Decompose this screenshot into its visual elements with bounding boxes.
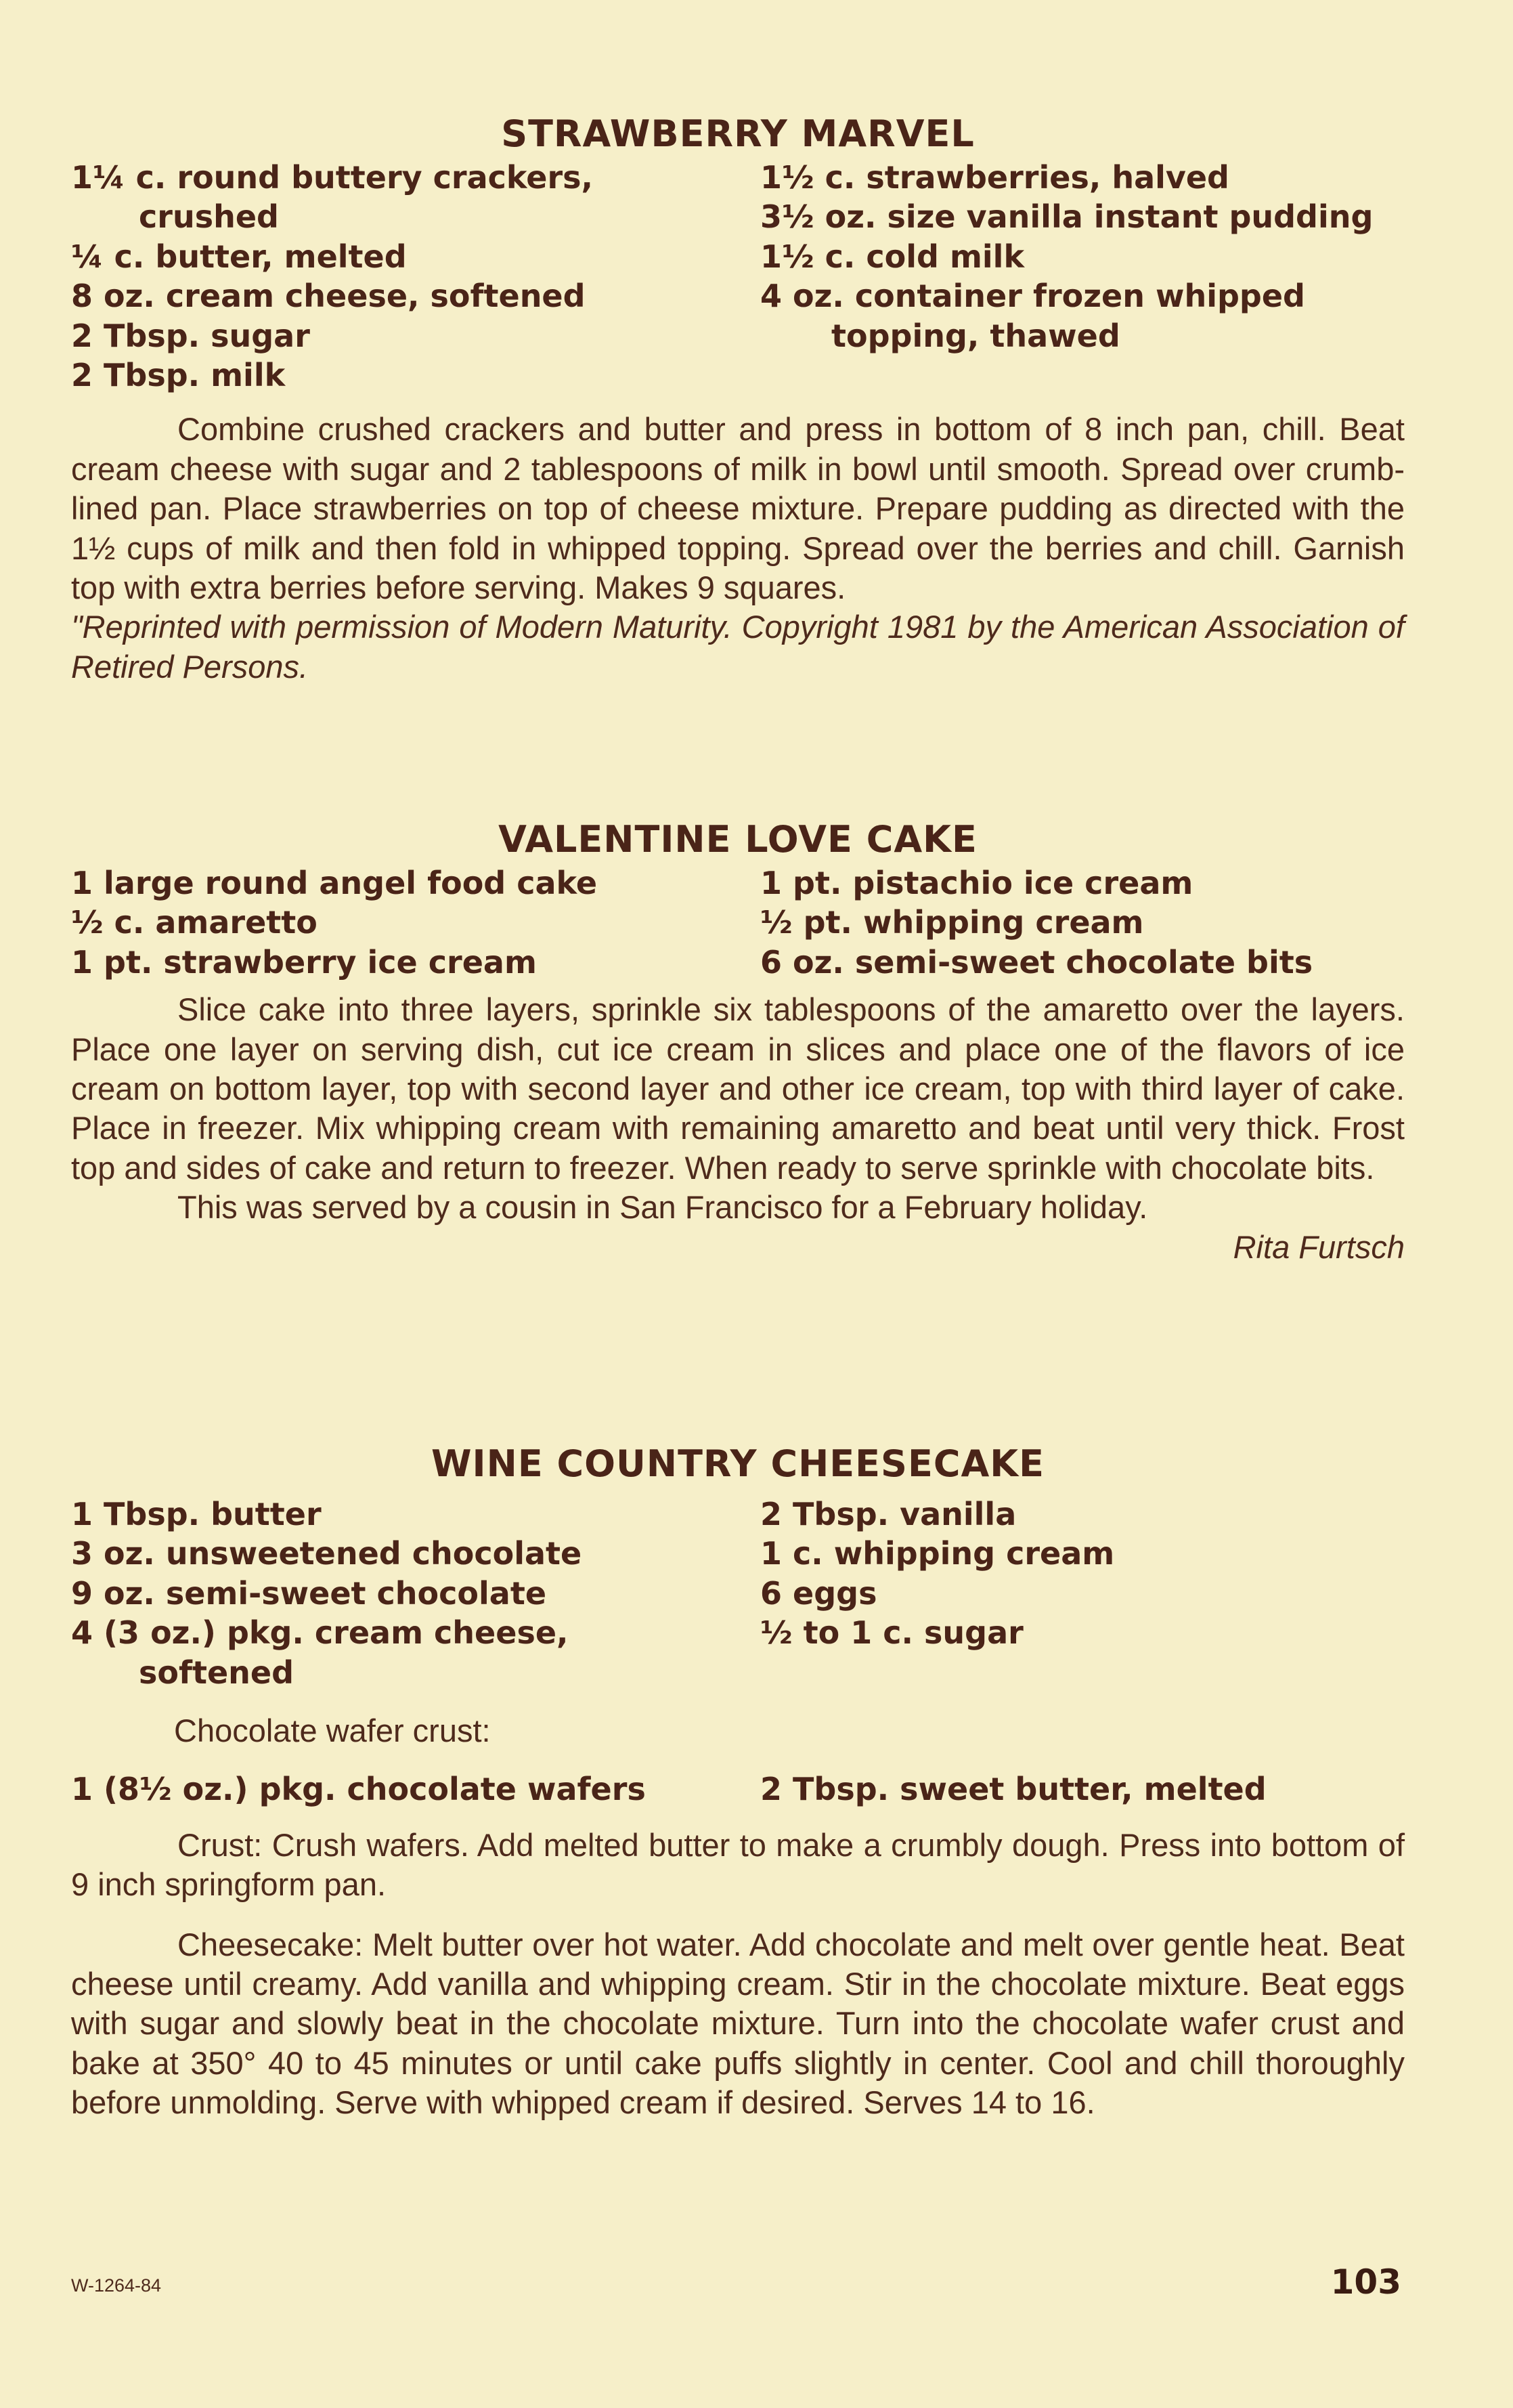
ingredient: ½ pt. whipping cream [760,904,1144,941]
ingredient: 1 pt. pistachio ice cream [760,865,1193,901]
recipe-title: STRAWBERRY MARVEL [501,112,975,155]
ingredient: ½ c. amaretto [71,904,317,941]
ingredient: topping, thawed [831,317,1120,354]
ingredients-right [760,863,1405,982]
contributor-name: Rita Furtsch [1233,1228,1405,1265]
recipe-note: This was served by a cousin in San Francisco for a February holiday. [177,1189,1148,1226]
reprint-note: "Reprinted with permission of Modern Maturity. Copyright 1981 by the American Association of Retired Persons. [71,609,1405,685]
ingredient: ½ to 1 c. sugar [760,1614,1024,1652]
ingredient: 1¼ c. round buttery crackers, [71,159,594,196]
ingredient: 1½ c. strawberries, halved [760,159,1229,196]
ingredient: 1½ c. cold milk [760,238,1025,275]
ingredient: 1 Tbsp. butter [71,1496,322,1532]
recipe-wine-country-cheesecake [71,1442,1405,2123]
ingredient: 4 (3 oz.) pkg. cream cheese, [71,1614,569,1652]
ingredient: 3 oz. unsweetened chocolate [71,1535,582,1572]
recipe-title: WINE COUNTRY CHEESECAKE [431,1442,1045,1485]
recipe-directions: Cheesecake: Melt butter over hot water. Add chocolate and melt over gentle heat. Beat cheese until creamy. Add vanilla and whipping cream. Stir in the chocolate mixture. Beat eggs with sugar and slowly beat in the chocolate mixture. Turn into the chocolate wafer crust and bake at 350° 40 to 45 minutes or until cake puffs slightly in center. Cool and chill thoroughly before unmolding. Serve with whipped cream if desired. Serves 14 to 16. [71,1926,1405,2121]
ingredient-list [71,863,1405,982]
recipe-directions: Combine crushed crackers and butter and press in bottom of 8 inch pan, chill. Beat cream cheese with sugar and 2 tablespoons of milk in bowl until smooth. Spread over crumb-lined pan. Place strawberries on top of cheese mixture. Prepare pudding as directed with the 1½ cups of milk and then fold in whipped topping. Spread over the berries and chill. Garnish top with extra berries before serving. Makes 9 squares. [71,411,1405,606]
ingredient: 2 Tbsp. sugar [71,317,310,354]
crust-directions: Crust: Crush wafers. Add melted butter to make a crumbly dough. Press into bottom of 9 inch springform pan. [71,1826,1405,1903]
ingredients-right [760,1495,1405,1692]
ingredient-list [71,158,1405,395]
ingredients-right [760,158,1405,395]
ingredient: 2 Tbsp. vanilla [760,1496,1017,1532]
ingredient: 2 Tbsp. milk [71,357,286,394]
recipe-directions: Slice cake into three layers, sprinkle six tablespoons of the amaretto over the layers. Place one layer on serving dish, cut ice cream in slices and place one of the flavors of ice cream on bottom layer, top with second layer and other ice cream, top with third layer of cake. Place in freezer. Mix whipping cream with remaining amaretto and beat until very thick. Frost top and sides of cake and return to freezer. When ready to serve sprinkle with chocolate bits. [71,991,1405,1186]
crust-heading: Chocolate wafer crust: [174,1713,491,1749]
ingredient: 8 oz. cream cheese, softened [71,278,586,315]
recipe-valentine-love-cake [71,818,1405,1267]
ingredient: 3½ oz. size vanilla instant pudding [760,198,1374,236]
recipe-title: VALENTINE LOVE CAKE [498,818,978,861]
ingredient: 9 oz. semi-sweet chocolate [71,1574,547,1612]
ingredient: 6 eggs [760,1574,877,1612]
ingredients-left [71,158,760,395]
ingredients-left [71,1495,760,1692]
crust-ingredient-list [71,1769,1405,1809]
print-code: W-1264-84 [71,2275,162,2296]
ingredient: 4 oz. container frozen whipped [760,278,1305,315]
ingredients-left [71,863,760,982]
page-number: 103 [1330,2262,1401,2302]
ingredient: 6 oz. semi-sweet chocolate bits [760,943,1313,981]
crust-ingredient: 2 Tbsp. sweet butter, melted [760,1771,1267,1808]
ingredient-list [71,1495,1405,1692]
ingredient: 1 large round angel food cake [71,865,598,901]
ingredient: crushed [139,198,279,236]
recipe-strawberry-marvel [71,112,1405,687]
ingredient: 1 c. whipping cream [760,1535,1115,1572]
crust-ingredient: 1 (8½ oz.) pkg. chocolate wafers [71,1771,646,1808]
ingredient: ¼ c. butter, melted [71,238,407,275]
ingredient: softened [139,1654,294,1691]
ingredient: 1 pt. strawberry ice cream [71,943,537,981]
